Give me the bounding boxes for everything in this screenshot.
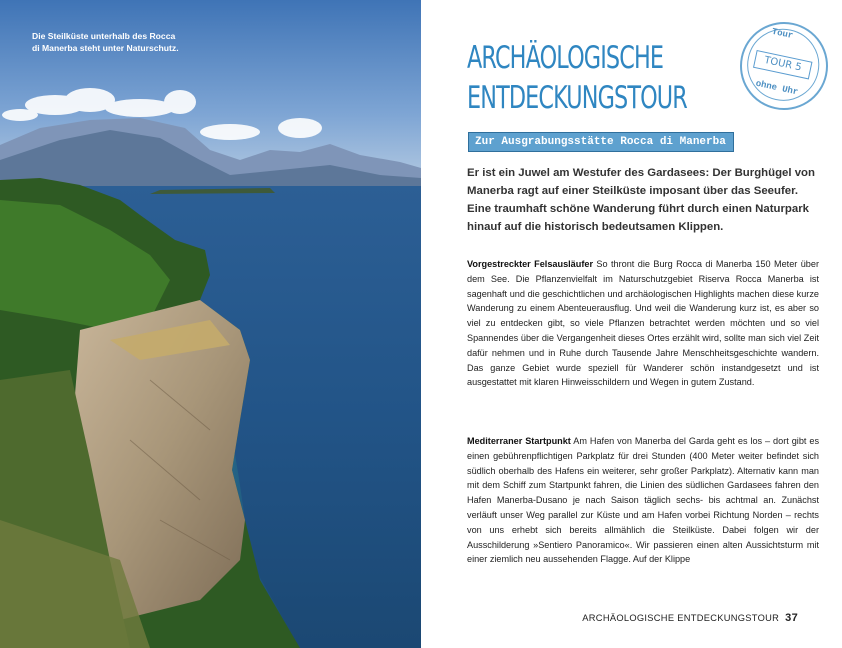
title-line-2: ENTDECKUNGSTOUR xyxy=(467,80,687,116)
paragraph-felsauslaeufer xyxy=(467,257,819,390)
paragraph-heading: Vorgestreckter Felsausläufer xyxy=(467,259,593,269)
article-subtitle: Zur Ausgrabungsstätte Rocca di Manerba xyxy=(468,132,734,152)
paragraph-body: So thront die Burg Rocca di Manerba 150 Meter über dem See. Die Pflanzenvielfalt im Naturschutzgebiet Riserva Rocca Manerba ist sagenhaft und die geschichtlichen und archäologischen Highlights machen diese kurze Wanderung zu einem Abenteuerausflug. Und weil die Wanderung kurz ist, es aber so viel zu entdecken gibt, so viele Pflanzen betrachtet werden möchten und so viel Spannendes über die Vergangenheit dieses Ortes erzählt wird, sollte man sich viel Zeit dafür nehmen und in Ruhe durch Tausende Jahre Menschheitsgeschichte wandern. Das ganze Gebiet wurde speziell für Wanderer schön instandgesetzt und ist ausgestattet mit klaren Hinweisschildern und Wegen in gutem Zustand. xyxy=(467,259,819,388)
paragraph-body: Am Hafen von Manerba del Garda geht es los – dort gibt es einen gebührenpflichtigen Parkplatz für drei Stunden (400 Meter weiter befindet sich südlich oberhalb des Hafens ein weiterer, sehr großer Parkplatz). Alternativ kann man mit dem Schiff zum Startpunkt fahren, die Linien des südlichen Gardasees fahren den Hafen Manerba-Dusano je nach Saison täglich sechs- bis achtmal an. Zunächst verläuft unser Weg parallel zur Küste und am Hafen vorbei Richtung Norden – rechts von uns erhebt sich bereits allmählich die Steilküste. Dabei folgen wir der Ausschilderung »Sentiero Panoramico«. Wir passieren einen alten Aussichtsturm mit einer ziemlich neu aussehenden Flagge. Auf der Klippe xyxy=(467,436,820,565)
article-title xyxy=(467,38,687,118)
tour-stamp xyxy=(732,14,836,118)
running-title: ARCHÄOLOGISCHE ENTDECKUNGSTOUR xyxy=(582,613,780,623)
photo-caption: Die Steilküste unterhalb des Rocca di Manerba steht unter Naturschutz. xyxy=(32,31,179,53)
stamp-tour-badge: TOUR 5 xyxy=(753,50,812,79)
title-line-1: ARCHÄOLOGISCHE xyxy=(467,40,664,76)
article-intro: Er ist ein Juwel am Westufer des Gardasees: Der Burghügel von Manerba ragt auf einer Steilküste imposant über das Seeufer. Eine traumhaft schöne Wanderung führt durch einen Naturpark hinauf auf die historisch bedeutsamen Klippen. xyxy=(467,167,815,233)
stamp-top-text: Tour xyxy=(770,26,795,42)
stamp-bottom-text: ohne Uhr xyxy=(754,78,800,98)
paragraph-heading: Mediterraner Startpunkt xyxy=(467,436,571,446)
page-number: 37 xyxy=(785,612,798,624)
text-page xyxy=(421,0,842,648)
paragraph-startpunkt xyxy=(467,434,819,567)
page-footer xyxy=(582,612,798,624)
